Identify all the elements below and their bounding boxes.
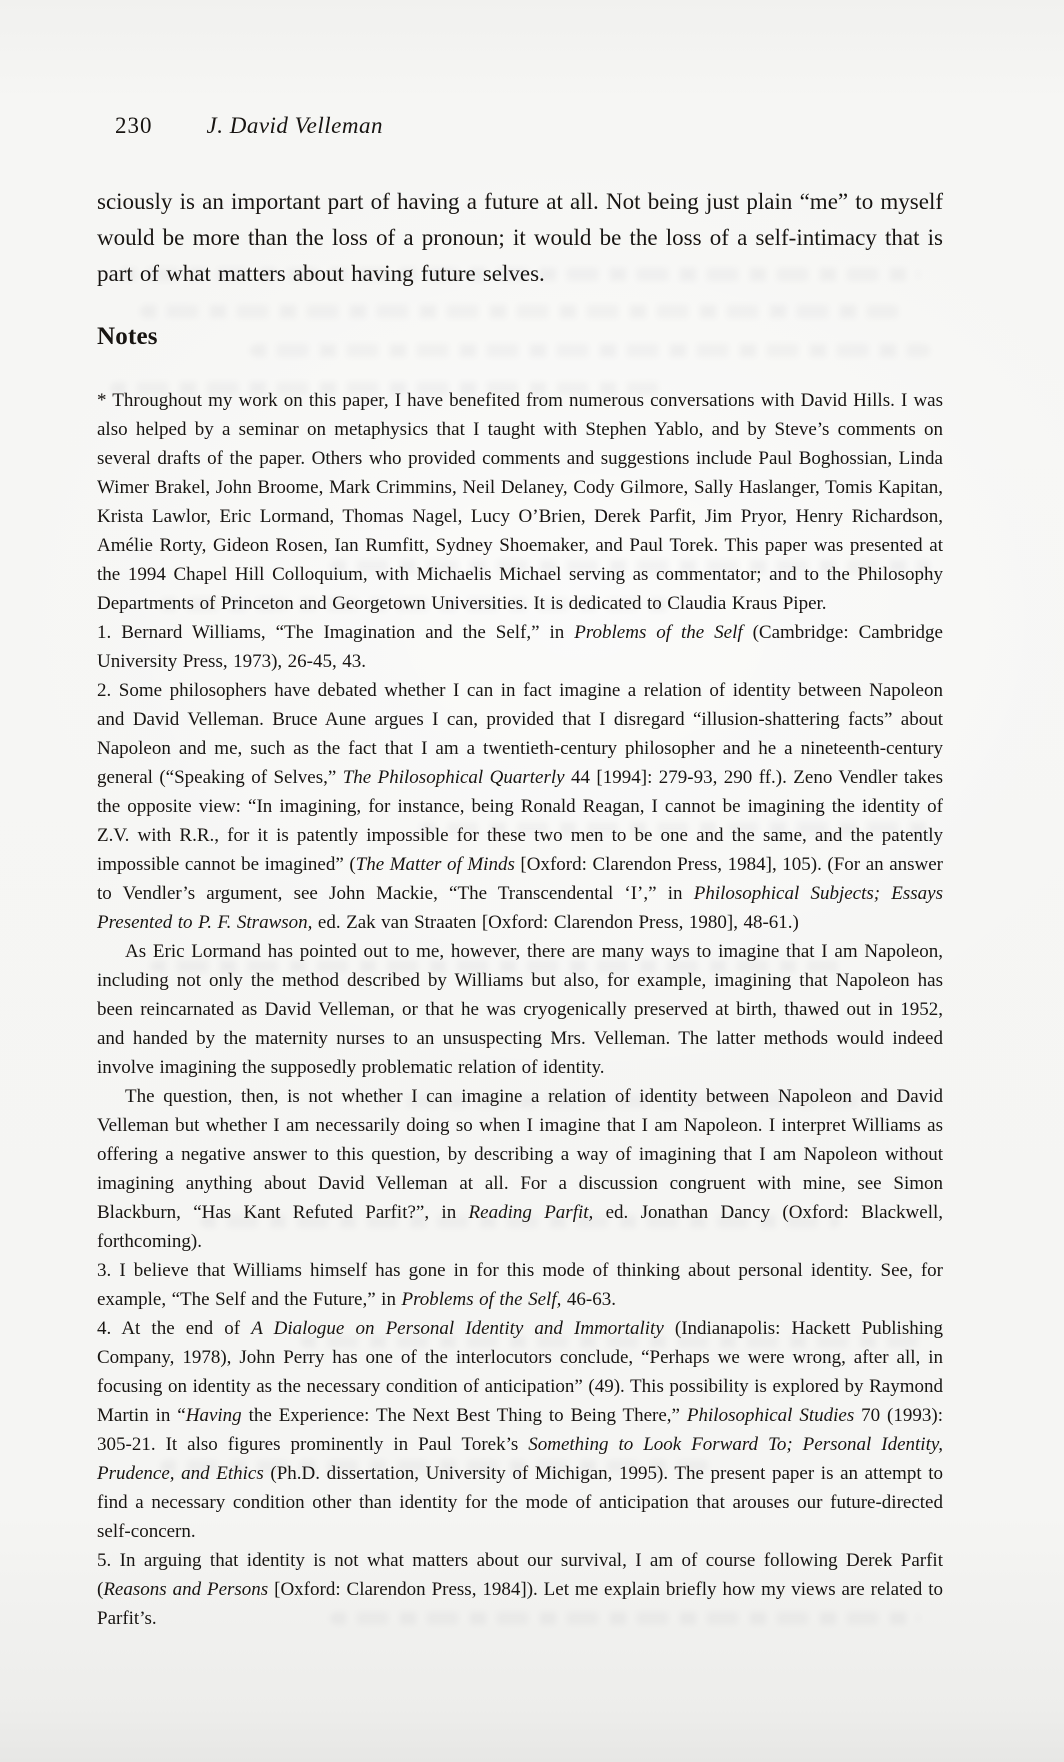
footnote-5: 5. In arguing that identity is not what matters about our survival, I am of course following Derek Parfit (Reasons and Persons [Oxford: Clarendon Press, 1984]). Let me explain briefly how my views are related to Parfit’s. <box>97 1550 943 1629</box>
footnote-2-continuation-2: The question, then, is not whether I can imagine a relation of identity between Napoleon and David Velleman but whether I am necessarily doing so when I imagine that I am Napoleon. I interpret Williams as offering a negative answer to this question, by describing a way of imagining that I am Napoleon without imagining anything about David Velleman at all. For a discussion congruent with mine, see Simon Blackburn, “Has Kant Refuted Parfit?”, in Reading Parfit, ed. Jonathan Dancy (Oxford: Blackwell, forthcoming). <box>97 1086 943 1252</box>
footnote-2: 2. Some philosophers have debated whether I can in fact imagine a relation of identity between Napoleon and David Velleman. Bruce Aune argues I can, provided that I disregard “illusion-shattering facts” about Napoleon and me, such as the fact that I am a twentieth-century philosopher and he a nineteenth-century general (“Speaking of Selves,” The Philosophical Quarterly 44 [1994]: 279-93, 290 ff.). Zeno Vendler takes the opposite view: “In imagining, for instance, being Ronald Reagan, I cannot be imagining the identity of Z.V. with R.R., for it is patently impossible for these two men to be one and the same, and the patently impossible cannot be imagined” (The Matter of Minds [Oxford: Clarendon Press, 1984], 105). (For an answer to Vendler’s argument, see John Mackie, “The Transcendental ‘I’,” in Philosophical Subjects; Essays Presented to P. F. Strawson, ed. Zak van Straaten [Oxford: Clarendon Press, 1980], 48-61.) <box>97 680 943 933</box>
notes-heading: Notes <box>97 323 158 350</box>
page-number: 230 <box>115 113 153 138</box>
footnote-1: 1. Bernard Williams, “The Imagination and the Self,” in Problems of the Self (Cambridge: Cambridge University Press, 1973), 26-45, 43. <box>97 622 943 672</box>
running-header <box>97 112 943 140</box>
text-column <box>97 0 943 1633</box>
body-paragraph: sciously is an important part of having a future at all. Not being just plain “me” to myself would be more than the loss of a pronoun; it would be the loss of a self-intimacy that is part of what matters about having future selves. <box>97 189 943 286</box>
notes-section <box>97 386 943 1633</box>
running-head-author: J. David Velleman <box>206 113 383 138</box>
footnote-star: * Throughout my work on this paper, I have benefited from numerous conversations with David Hills. I was also helped by a seminar on metaphysics that I taught with Stephen Yablo, and by Steve’s comments on several drafts of the paper. Others who provided comments and suggestions include Paul Boghossian, Linda Wimer Brakel, John Broome, Mark Crimmins, Neil Delaney, Cody Gilmore, Sally Haslanger, Tomis Kapitan, Krista Lawlor, Eric Lormand, Thomas Nagel, Lucy O’Brien, Derek Parfit, Jim Pryor, Henry Richardson, Amélie Rorty, Gideon Rosen, Ian Rumfitt, Sydney Shoemaker, and Paul Torek. This paper was presented at the 1994 Chapel Hill Colloquium, with Michaelis Michael serving as commentator; and to the Philosophy Departments of Princeton and Georgetown Universities. It is dedicated to Claudia Kraus Piper. <box>97 390 943 614</box>
footnote-2-continuation-1: As Eric Lormand has pointed out to me, however, there are many ways to imagine that I am Napoleon, including not only the method described by Williams but also, for example, imagining that Napoleon has been reincarnated as David Velleman, or that he was cryogenically preserved at birth, thawed out in 1952, and handed by the maternity nurses to an unsuspecting Mrs. Velleman. The latter methods would indeed involve imagining the supposedly problematic relation of identity. <box>97 941 943 1078</box>
footnote-4: 4. At the end of A Dialogue on Personal Identity and Immortality (Indianapolis: Hackett Publishing Company, 1978), John Perry has one of the interlocutors conclude, “Perhaps we were wrong, after all, in focusing on identity as the necessary condition of anticipation” (49). This possibility is explored by Raymond Martin in “Having the Experience: The Next Best Thing to Being There,” Philosophical Studies 70 (1993): 305-21. It also figures prominently in Paul Torek’s Something to Look Forward To; Personal Identity, Prudence, and Ethics (Ph.D. dissertation, University of Michigan, 1995). The present paper is an attempt to find a necessary condition other than identity for the mode of anticipation that arouses our future-directed self-concern. <box>97 1318 944 1542</box>
footnote-3: 3. I believe that Williams himself has gone in for this mode of thinking about personal identity. See, for example, “The Self and the Future,” in Problems of the Self, 46-63. <box>97 1260 943 1310</box>
